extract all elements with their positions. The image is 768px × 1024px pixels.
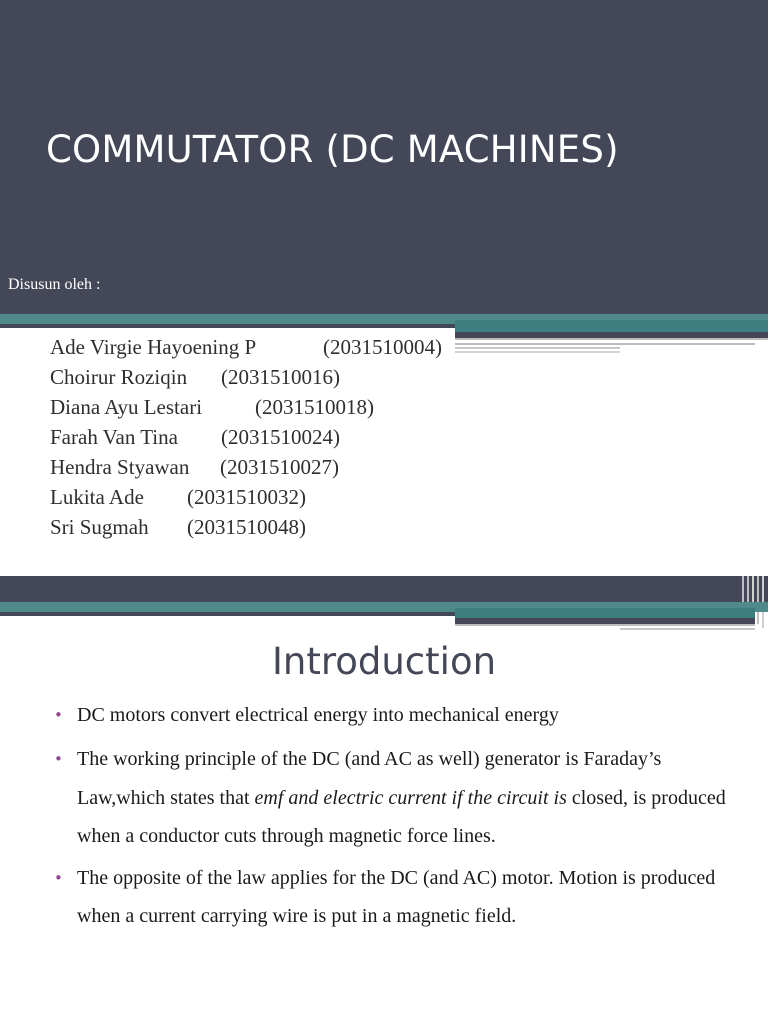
- member-item: [50, 424, 442, 454]
- member-id: (2031510032): [187, 485, 306, 509]
- section-title: Introduction: [271, 640, 497, 683]
- member-list: [50, 334, 442, 544]
- member-name: Sri Sugmah: [50, 515, 149, 539]
- member-item: [50, 334, 442, 364]
- member-item: [50, 454, 442, 484]
- member-item: [50, 484, 442, 514]
- bullet-icon: •: [54, 706, 63, 724]
- bullet-text: closed, is produced when a conductor cuts through magnetic force lines.: [77, 786, 726, 847]
- member-id: (2031510018): [255, 395, 374, 419]
- member-item: [50, 514, 442, 544]
- bullet-icon: •: [54, 868, 63, 887]
- member-item: [50, 364, 442, 394]
- subtitle: Disusun oleh :: [8, 276, 101, 293]
- bullet-icon: •: [54, 750, 63, 768]
- bullet-text-italic: emf and electric current if the circuit is: [254, 786, 567, 809]
- slide-title: COMMUTATOR (DC MACHINES): [46, 128, 619, 171]
- bullet-item: [54, 859, 754, 936]
- member-name: Farah Van Tina: [50, 425, 178, 449]
- member-name: Diana Ayu Lestari: [50, 395, 203, 419]
- bullet-text: The working principle of the DC (and AC as well) generator is Faraday’s Law,which states that: [77, 748, 662, 809]
- bullet-text: The opposite of the law applies for the DC (and AC) motor. Motion is produced when a current carrying wire is put in a magnetic field.: [77, 866, 716, 927]
- member-id: (2031510016): [221, 365, 340, 389]
- member-id: (2031510048): [187, 515, 306, 539]
- member-name: Lukita Ade: [50, 485, 144, 509]
- member-item: [50, 394, 442, 424]
- member-id: (2031510024): [221, 425, 340, 449]
- member-name: Choirur Roziqin: [50, 365, 188, 389]
- bullet-text: DC motors convert electrical energy into mechanical energy: [77, 704, 559, 726]
- member-id: (2031510027): [220, 455, 339, 479]
- member-name: Hendra Styawan: [50, 455, 190, 479]
- bullet-item: [54, 740, 754, 856]
- bullet-item: [54, 700, 754, 730]
- member-name: Ade Virgie Hayoening P: [50, 335, 257, 359]
- member-id: (2031510004): [323, 335, 442, 359]
- bullet-list: [54, 700, 754, 939]
